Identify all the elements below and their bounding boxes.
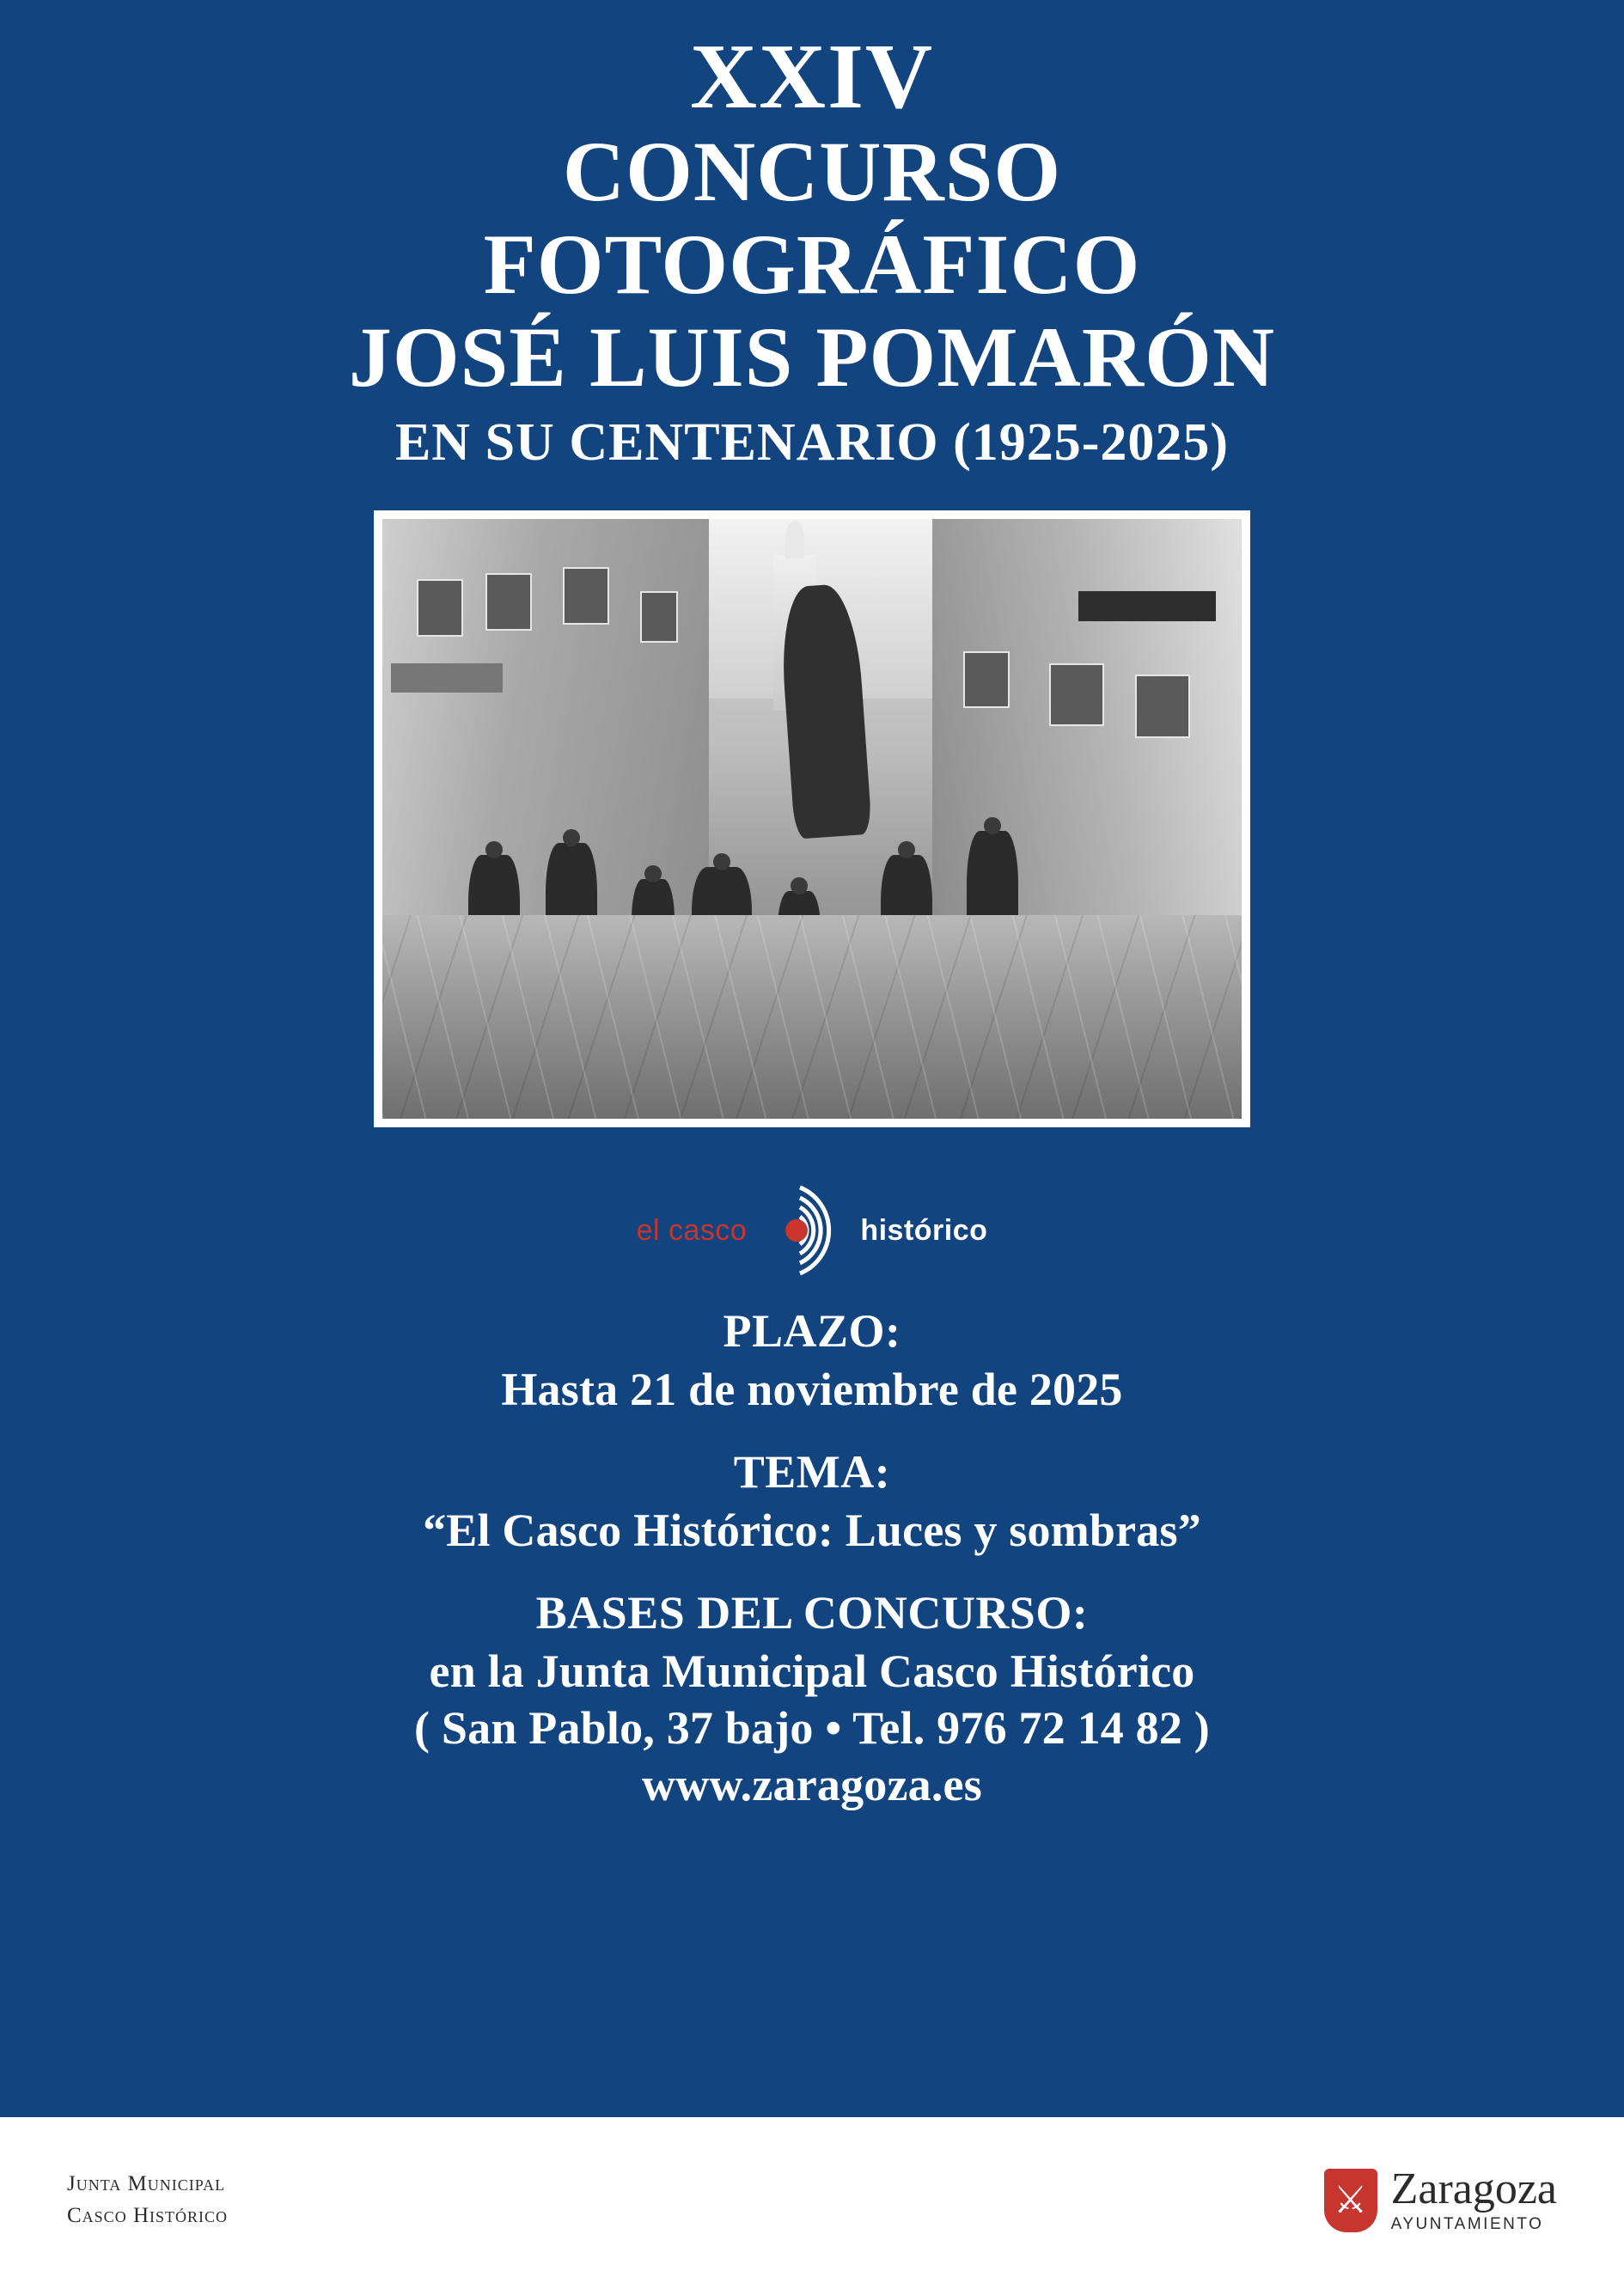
casco-historico-arcs-icon: [755, 1181, 867, 1280]
zaragoza-lion-shield-icon: ⚔: [1324, 2169, 1377, 2232]
logo-text-right: histórico: [860, 1213, 988, 1247]
photo-window: [1049, 663, 1104, 727]
bases-location: en la Junta Municipal Casco Histórico: [429, 1645, 1195, 1697]
photo-street-pavement: [382, 915, 1242, 1119]
photo-window: [485, 573, 532, 631]
plazo-value: Hasta 21 de noviembre de 2025: [501, 1364, 1123, 1415]
bases-address-phone: ( San Pablo, 37 bajo • Tel. 976 72 14 82 ): [414, 1702, 1210, 1754]
junta-line-2: Casco Histórico: [67, 2203, 228, 2227]
photo-window: [563, 567, 609, 625]
zaragoza-name: Zaragoza: [1390, 2164, 1557, 2213]
photo-awning: [391, 663, 503, 693]
casco-historico-logo: [637, 1179, 988, 1282]
bases-label: BASES DEL CONCURSO:: [535, 1587, 1089, 1639]
zaragoza-ayuntamiento-logo: [1324, 2164, 1557, 2234]
title-line-author: JOSÉ LUIS POMARÓN: [348, 309, 1276, 405]
bases-group: [0, 1586, 1624, 1811]
tema-group: [0, 1445, 1624, 1557]
photo-frame: [374, 510, 1250, 1127]
junta-municipal-block: [67, 2169, 228, 2231]
title-line-concurso: CONCURSO: [562, 124, 1062, 219]
junta-line-1: Junta Municipal: [67, 2172, 226, 2196]
logo-text-left: el casco: [636, 1213, 748, 1247]
photo-window: [417, 579, 463, 637]
contest-photograph: [382, 519, 1242, 1119]
title-line-fotografico: FOTOGRÁFICO: [483, 217, 1141, 312]
website-link[interactable]: www.zaragoza.es: [642, 1759, 982, 1810]
info-block: [0, 1304, 1624, 1840]
tema-label: TEMA:: [733, 1446, 891, 1498]
title-edition-number: XXIV: [689, 26, 934, 128]
photo-window: [963, 651, 1010, 709]
plazo-group: [0, 1304, 1624, 1416]
title-block: [0, 26, 1624, 472]
photo-window: [640, 591, 678, 643]
tema-value: “El Casco Histórico: Luces y sombras”: [423, 1505, 1201, 1556]
footer-bar: [0, 2117, 1624, 2283]
photo-shop-sign: [1078, 591, 1216, 621]
plazo-label: PLAZO:: [723, 1305, 901, 1357]
photo-window: [1135, 675, 1190, 738]
title-subtitle-centenario: EN SU CENTENARIO (1925-2025): [394, 413, 1230, 472]
zaragoza-wordmark: [1390, 2164, 1557, 2234]
zaragoza-subtitle: AYUNTAMIENTO: [1390, 2214, 1544, 2233]
